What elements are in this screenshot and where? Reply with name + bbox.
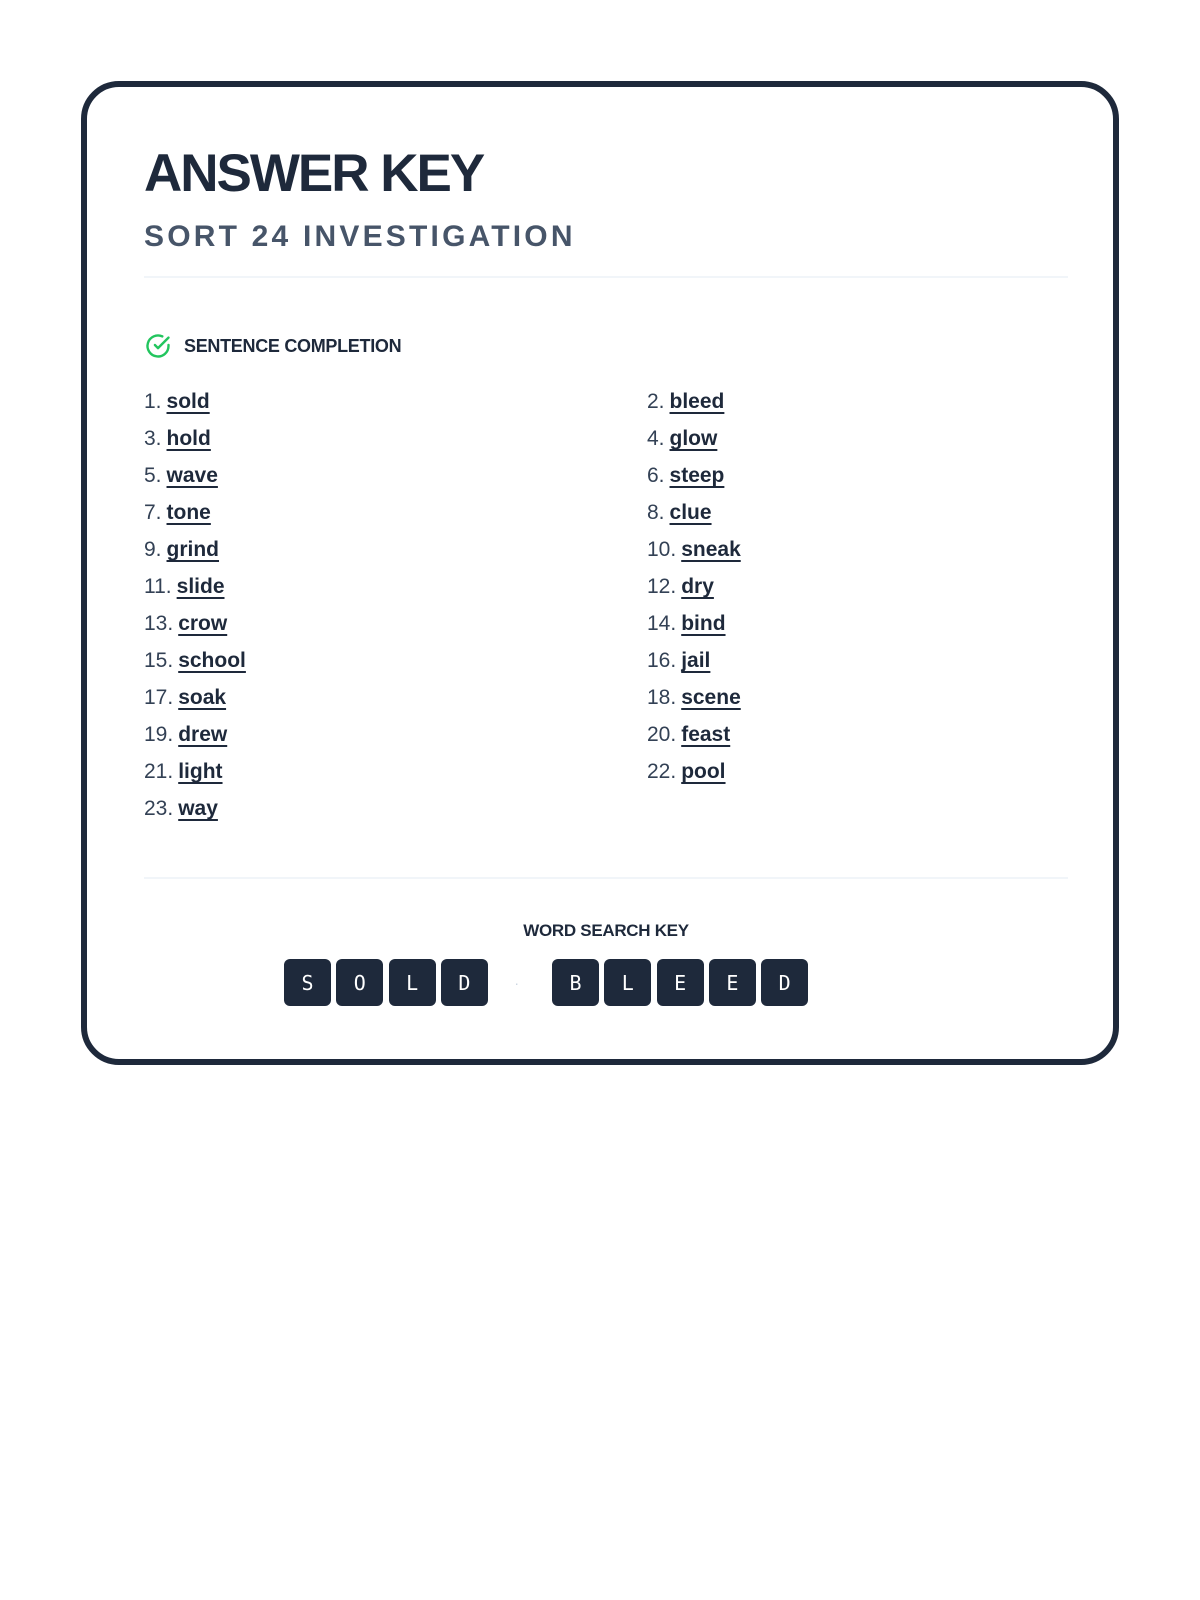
answer-item — [647, 753, 1068, 790]
answer-number: 14. — [647, 612, 677, 635]
letter-tile: L — [389, 959, 436, 1006]
answer-number: 5. — [144, 464, 162, 487]
answer-number: 1. — [144, 390, 162, 413]
answer-word: wave — [166, 464, 218, 487]
answer-item — [144, 457, 647, 494]
answer-key-card — [81, 81, 1119, 1065]
check-circle-icon — [144, 332, 172, 360]
card-content — [144, 144, 1068, 1007]
tile-separator: · — [514, 974, 520, 991]
answer-number: 4. — [647, 427, 665, 450]
answer-item — [144, 753, 647, 790]
answer-number: 12. — [647, 575, 677, 598]
letter-tile: B — [552, 959, 599, 1006]
answer-item — [647, 531, 1068, 568]
word-search-label: WORD SEARCH KEY — [523, 921, 689, 940]
answer-number: 13. — [144, 612, 174, 635]
answer-item — [144, 420, 647, 457]
answers-grid — [144, 383, 1068, 827]
letter-tile: E — [657, 959, 704, 1006]
answer-item — [647, 568, 1068, 605]
answer-word: grind — [166, 538, 220, 561]
answer-word: jail — [681, 649, 711, 672]
letter-tile: L — [604, 959, 651, 1006]
answer-item — [647, 383, 1068, 420]
answer-item — [647, 605, 1068, 642]
answer-word: tone — [166, 501, 211, 524]
section-label: SENTENCE COMPLETION — [184, 335, 402, 356]
answer-word: bind — [681, 612, 726, 635]
answer-item — [144, 568, 647, 605]
answer-item — [144, 790, 647, 827]
answer-word: glow — [669, 427, 718, 450]
answer-item — [144, 716, 647, 753]
answer-number: 10. — [647, 538, 677, 561]
answer-word: clue — [669, 501, 712, 524]
answer-item — [647, 457, 1068, 494]
answer-number: 6. — [647, 464, 665, 487]
letter-tile: E — [709, 959, 756, 1006]
answer-number: 15. — [144, 649, 174, 672]
answer-word: crow — [178, 612, 228, 635]
section-divider — [144, 877, 1068, 879]
answer-number: 21. — [144, 760, 174, 783]
answer-item — [144, 605, 647, 642]
answer-number: 9. — [144, 538, 162, 561]
answer-item — [144, 642, 647, 679]
answer-number: 3. — [144, 427, 162, 450]
answer-number: 17. — [144, 686, 174, 709]
header-divider — [144, 276, 1068, 278]
answer-word: sneak — [681, 538, 741, 561]
answer-word: hold — [166, 427, 211, 450]
page-subtitle: SORT 24 INVESTIGATION — [144, 220, 576, 253]
letter-tile: S — [284, 959, 331, 1006]
answer-item — [647, 679, 1068, 716]
answer-word: light — [178, 760, 223, 783]
word-search-tiles — [144, 959, 1068, 1007]
answer-word: dry — [681, 575, 714, 598]
answer-item — [647, 494, 1068, 531]
answer-number: 16. — [647, 649, 677, 672]
answer-item — [144, 383, 647, 420]
answer-number: 7. — [144, 501, 162, 524]
answer-word: scene — [681, 686, 741, 709]
answer-item — [144, 679, 647, 716]
answer-item — [144, 531, 647, 568]
answer-word: feast — [681, 723, 731, 746]
letter-tile: O — [336, 959, 383, 1006]
answer-item — [647, 642, 1068, 679]
answer-item — [647, 420, 1068, 457]
letter-tile: D — [441, 959, 488, 1006]
answer-number: 11. — [144, 575, 172, 598]
answer-word: steep — [669, 464, 725, 487]
sentence-completion-header — [144, 331, 1068, 361]
answer-word: way — [178, 797, 218, 820]
answer-word: sold — [166, 390, 210, 413]
answer-number: 23. — [144, 797, 174, 820]
answer-number: 20. — [647, 723, 677, 746]
answer-number: 22. — [647, 760, 677, 783]
letter-tile: D — [761, 959, 808, 1006]
answer-word: bleed — [669, 390, 725, 413]
page-title: ANSWER KEY — [144, 144, 484, 203]
answer-number: 19. — [144, 723, 174, 746]
answer-word: school — [178, 649, 246, 672]
answer-word: soak — [178, 686, 227, 709]
answer-item — [647, 716, 1068, 753]
answer-number: 2. — [647, 390, 665, 413]
answer-number: 8. — [647, 501, 665, 524]
answer-number: 18. — [647, 686, 677, 709]
answer-word: slide — [176, 575, 225, 598]
answer-word: drew — [178, 723, 228, 746]
answer-item — [144, 494, 647, 531]
answer-word: pool — [681, 760, 726, 783]
